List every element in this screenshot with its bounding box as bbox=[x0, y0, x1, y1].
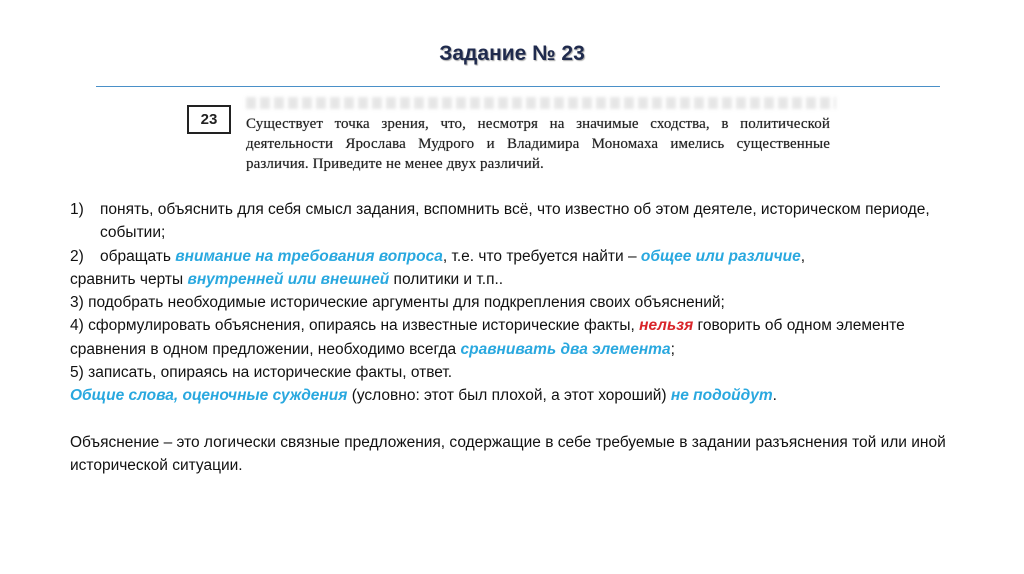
note-highlight-not-suitable: не подойдут bbox=[670, 387, 773, 405]
note-mid: (условно: этот был плохой, а этот хороший) bbox=[347, 387, 671, 405]
task-number-box: 23 bbox=[187, 105, 231, 134]
step-5: 5) записать, опираясь на исторические факты, ответ. bbox=[70, 364, 453, 382]
step-4-mid: говорить об одном элементе сравнения в одном предложении, необходимо всегда bbox=[70, 317, 905, 358]
step-4-warning: нельзя bbox=[639, 317, 694, 335]
explanation-paragraph: Объяснение – это логически связные предложения, содержащие в себе требуемые в задании разъяснения той или иной исторической ситуации. bbox=[70, 433, 946, 474]
scan-artifact bbox=[246, 97, 836, 109]
step-2-pre: обращать bbox=[100, 247, 176, 265]
title-divider bbox=[96, 86, 940, 87]
step-4-end: ; bbox=[670, 340, 675, 358]
step-2-end: , bbox=[800, 247, 806, 265]
step-2-highlight-similarity: общее или различие bbox=[640, 247, 801, 265]
step-2b-end: политики и т.п.. bbox=[389, 270, 504, 288]
step-1-number: 1) bbox=[70, 201, 84, 218]
instructions bbox=[70, 198, 950, 477]
step-2-text bbox=[100, 245, 950, 268]
step-2-mid: , т.е. что требуется найти – bbox=[442, 247, 641, 265]
step-2b-pre: сравнить черты bbox=[70, 270, 188, 288]
step-1-text: понять, объяснить для себя смысл задания, вспомнить всё, что известно об этом деятеле, историческом периоде, событии; bbox=[100, 201, 930, 242]
step-4-highlight: сравнивать два элемента bbox=[460, 340, 671, 358]
step-2-highlight-requirements: внимание на требования вопроса bbox=[175, 247, 443, 265]
step-1 bbox=[70, 198, 950, 245]
step-2-number: 2) bbox=[70, 247, 84, 265]
step-2-continuation bbox=[70, 268, 950, 291]
step-3: 3) подобрать необходимые исторические аргументы для подкрепления своих объяснений; bbox=[70, 294, 725, 312]
step-4-pre: 4) сформулировать объяснения, опираясь на известные исторические факты, bbox=[70, 317, 640, 335]
step-2b-highlight-policy: внутренней или внешней bbox=[187, 270, 390, 288]
spacer bbox=[70, 408, 950, 431]
note-highlight-general: Общие слова, оценочные суждения bbox=[70, 387, 348, 405]
step-4 bbox=[70, 314, 950, 361]
note-general-words bbox=[70, 384, 950, 407]
slide-title: Задание № 23 bbox=[439, 42, 585, 65]
note-end: . bbox=[772, 387, 777, 405]
task-text: Существует точка зрения, что, несмотря на значимые сходства, в политической деятельности Ярослава Мудрого и Владимира Мономаха имелись существенные различия. Приведите не менее двух различий. bbox=[246, 116, 830, 172]
step-2 bbox=[70, 245, 950, 268]
